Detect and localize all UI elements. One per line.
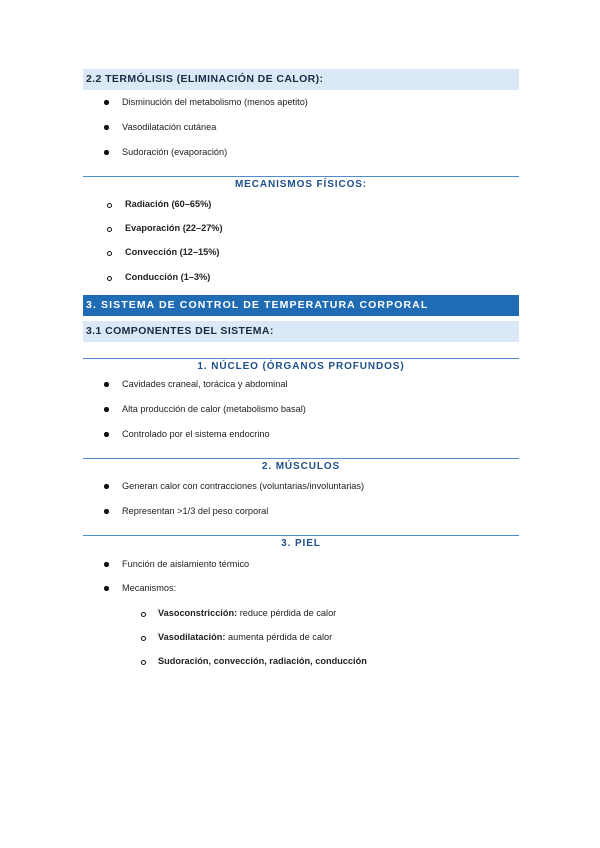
bullet-icon [104,407,109,412]
bullet-icon [104,562,109,567]
circle-bullet-icon [107,227,112,232]
term-label: Vasodilatación: [158,632,226,642]
subheading-nucleo: 1. NÚCLEO (ÓRGANOS PROFUNDOS) [197,361,405,372]
list-item: Representan >1/3 del peso corporal [122,506,269,516]
bullet-icon [104,382,109,387]
list-item: Mecanismos: [122,583,177,593]
list-item [158,608,336,618]
term-description: aumenta pérdida de calor [227,632,333,642]
term-label: Vasoconstricción: [158,608,238,618]
bullet-icon [104,125,109,130]
divider [83,458,519,459]
circle-bullet-icon [107,251,112,256]
list-item: Convección (12–15%) [125,247,220,257]
list-item: Generan calor con contracciones (voluntarias/involuntarias) [122,481,365,491]
bullet-icon [104,150,109,155]
section-heading-componentes: 3.1 COMPONENTES DEL SISTEMA: [83,321,519,342]
subheading-mecanismos: MECANISMOS FÍSICOS: [234,179,368,190]
term-description: reduce pérdida de calor [239,608,337,618]
bullet-icon [104,509,109,514]
bullet-icon [104,432,109,437]
list-item: Vasodilatación cutánea [122,122,217,132]
circle-bullet-icon [141,612,146,617]
list-item: Controlado por el sistema endocrino [122,429,270,439]
circle-bullet-icon [107,276,112,281]
circle-bullet-icon [141,660,146,665]
list-item [158,632,332,642]
list-item: Alta producción de calor (metabolismo basal) [122,404,306,414]
list-item: Función de aislamiento térmico [122,559,250,569]
divider [83,535,519,536]
bullet-icon [104,484,109,489]
circle-bullet-icon [141,636,146,641]
list-item: Radiación (60–65%) [125,199,212,209]
subheading-piel: 3. PIEL [281,538,321,549]
divider [83,176,519,177]
list-item: Sudoración (evaporación) [122,147,228,157]
bullet-icon [104,100,109,105]
divider [83,358,519,359]
list-item [158,656,367,666]
list-item: Disminución del metabolismo (menos apetito) [122,97,308,107]
list-item: Evaporación (22–27%) [125,223,223,233]
section-heading-termolisis: 2.2 TERMÓLISIS (ELIMINACIÓN DE CALOR): [83,69,519,90]
list-item: Cavidades craneal, torácica y abdominal [122,379,288,389]
section-heading-sistema: 3. SISTEMA DE CONTROL DE TEMPERATURA CORPORAL [83,295,519,316]
term-label: Sudoración, convección, radiación, conducción [158,656,367,666]
circle-bullet-icon [107,203,112,208]
bullet-icon [104,586,109,591]
list-item: Conducción (1–3%) [125,272,211,282]
subheading-musculos: 2. MÚSCULOS [261,461,341,472]
